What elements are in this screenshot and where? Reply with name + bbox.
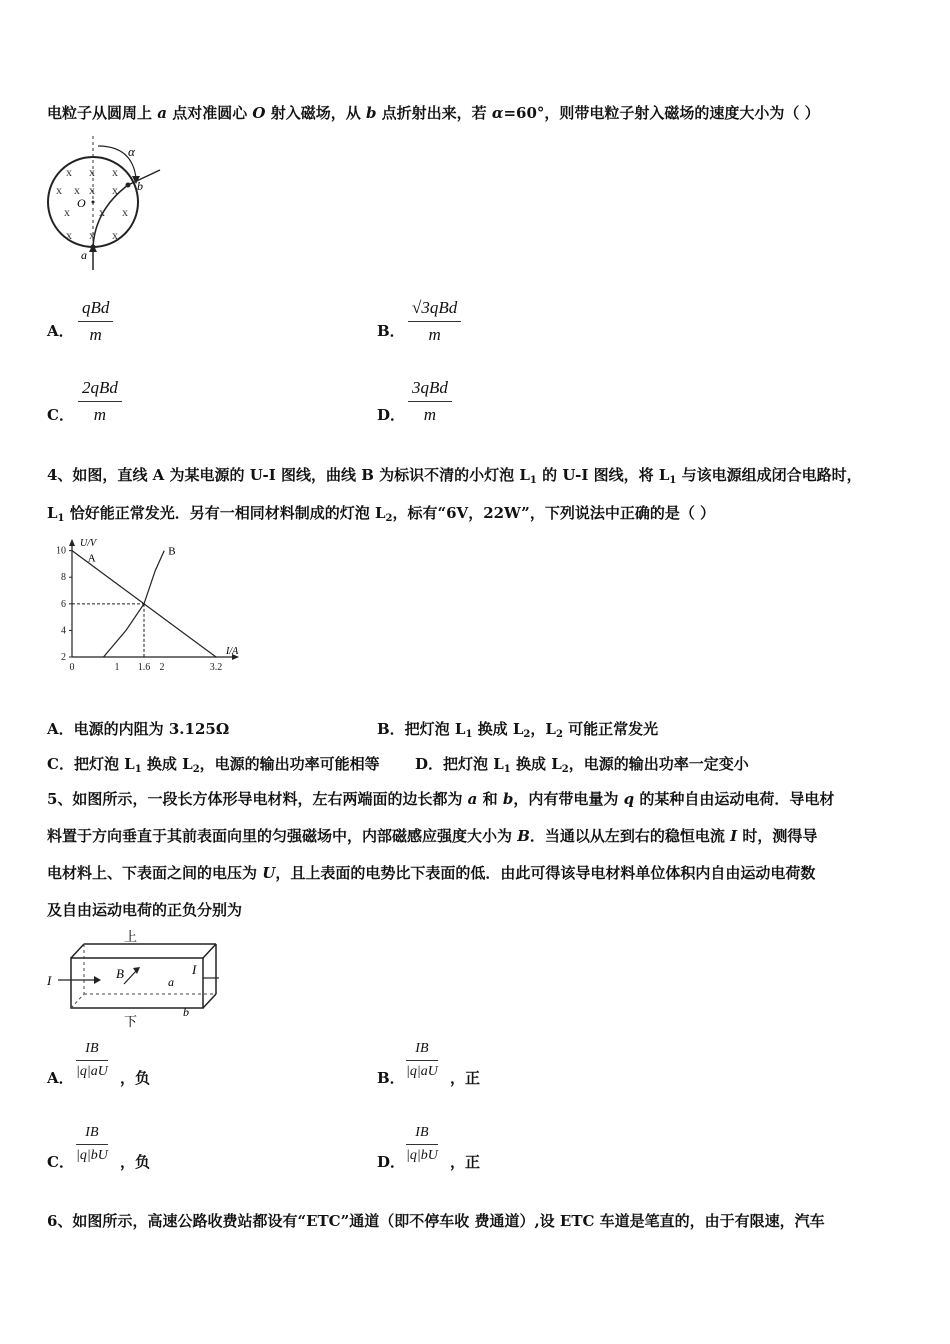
- q4-option-b[interactable]: B．把灯泡 $L_1$ 换成 $L_2$，$L_2$ 可能正常发光: [377, 720, 659, 740]
- fig-label-o: O: [77, 196, 86, 210]
- q3-option-d-fraction: 3qBd m: [408, 378, 452, 425]
- chart-x-tick-label: 0: [69, 662, 75, 673]
- q3-option-a-fraction: qBd m: [78, 298, 113, 345]
- field-x-mark: x: [122, 205, 128, 219]
- q4-stem-line2: $L_1$ 恰好能正常发光．另有一相同材料制成的灯泡 $L_2$，标有“6V，22W”，下列说法中正确的是（ ）: [47, 504, 716, 524]
- fig-label-i-right: I: [192, 962, 197, 977]
- q5-stem-line2: 料置于方向垂直于其前表面向里的匀强磁场中，内部磁感应强度大小为 B．当通以从左到右的稳恒电流 I 时，测得导: [47, 827, 818, 845]
- fig-label-b-field: B: [116, 966, 124, 981]
- q4-ui-chart: [44, 532, 249, 682]
- q5-option-c-label[interactable]: C．: [47, 1153, 74, 1171]
- field-x-mark: x: [99, 205, 105, 219]
- q3-option-a-label[interactable]: A．: [47, 322, 74, 340]
- fig-label-b: b: [183, 1005, 189, 1019]
- field-x-mark: x: [89, 165, 95, 179]
- fig-label-top: 上: [124, 929, 138, 944]
- chart-ylabel: U/V: [80, 538, 97, 549]
- chart-y-tick-label: 2: [61, 652, 66, 663]
- chart-x-tick-label: 1.6: [137, 662, 151, 673]
- q5-option-a-suffix: ，负: [120, 1069, 151, 1087]
- q4-option-d[interactable]: D．把灯泡 $L_1$ 换成 $L_2$，电源的输出功率一定变小: [415, 755, 749, 775]
- chart-y-tick-label: 8: [61, 572, 66, 584]
- fig-label-a: a: [168, 975, 174, 989]
- field-x-mark: x: [74, 183, 80, 197]
- q3-magnetic-field-figure: [40, 132, 170, 274]
- q4-option-c[interactable]: C．把灯泡 $L_1$ 换成 $L_2$，电源的输出功率可能相等: [47, 755, 380, 775]
- q3-option-c-label[interactable]: C．: [47, 406, 74, 424]
- chart-y-tick-label: 6: [61, 598, 66, 610]
- q3-option-c-fraction: 2qBd m: [78, 378, 122, 425]
- q5-option-a-fraction: $\frac{IB}{|q|aU}$: [76, 1041, 108, 1079]
- chart-y-axis-arrow: [69, 539, 75, 546]
- fig-label-b: b: [137, 179, 143, 193]
- q5-option-b-fraction: $\frac{IB}{|q|aU}$: [406, 1041, 438, 1079]
- q5-option-d-label[interactable]: D．: [377, 1153, 406, 1171]
- q5-stem-line4: 及自由运动电荷的正负分别为: [47, 901, 243, 919]
- q5-option-d-fraction: $\frac{IB}{|q|bU}$: [406, 1125, 438, 1163]
- chart-x-tick-label: 2: [159, 662, 165, 673]
- q5-option-b-label[interactable]: B．: [377, 1069, 405, 1087]
- field-x-mark: x: [112, 165, 118, 179]
- chart-xlabel: I/A: [226, 646, 239, 657]
- q3-option-b-label[interactable]: B．: [377, 322, 405, 340]
- field-x-mark: x: [112, 183, 118, 197]
- q5-option-b-suffix: ，正: [450, 1069, 481, 1087]
- chart-x-tick-label: 3.2: [209, 662, 223, 673]
- fig-label-bottom: 下: [124, 1014, 138, 1029]
- chart-series-label-A: A: [87, 552, 96, 565]
- q3-option-b-fraction: √3qBd m: [408, 298, 461, 345]
- q3-option-d-label[interactable]: D．: [377, 406, 406, 424]
- field-x-mark: x: [64, 205, 70, 219]
- field-x-mark: x: [112, 228, 118, 242]
- chart-series-label-B: B: [168, 545, 176, 558]
- field-x-mark: x: [89, 228, 95, 242]
- q3-stem: 电粒子从圆周上 a 点对准圆心 O 射入磁场，从 b 点折射出来，若 α=60°，则带电粒子射入磁场的速度大小为（ ）: [47, 104, 820, 122]
- fig-label-i-left: I: [47, 973, 52, 988]
- q5-stem-line3: 电材料上、下表面之间的电压为 U，且上表面的电势比下表面的低．由此可得该导电材料单位体积内自由运动电荷数: [47, 864, 816, 882]
- field-x-mark: x: [66, 165, 72, 179]
- q5-option-c-fraction: $\frac{IB}{|q|bU}$: [76, 1125, 108, 1163]
- q5-option-a-label[interactable]: A．: [47, 1069, 74, 1087]
- q5-option-c-suffix: ，负: [120, 1153, 151, 1171]
- q4-option-a[interactable]: A．电源的内阻为 3.125Ω: [47, 720, 230, 738]
- chart-x-tick-label: 1: [114, 662, 120, 673]
- q4-stem-line1: 4、如图，直线 A 为某电源的 U-I 图线，曲线 B 为标识不清的小灯泡 $L_1$ 的 U-I 图线，将 $L_1$ 与该电源组成闭合电路时，: [47, 466, 862, 486]
- field-x-mark: x: [56, 183, 62, 197]
- field-x-mark: x: [89, 183, 95, 197]
- fig-label-alpha: α: [128, 144, 135, 159]
- q5-option-d-suffix: ，正: [450, 1153, 481, 1171]
- chart-y-tick-label: 10: [56, 545, 66, 557]
- q5-stem-line1: 5、如图所示，一段长方体形导电材料，左右两端面的边长都为 a 和 b，内有带电量为 q 的某种自由运动电荷．导电材: [47, 790, 835, 808]
- field-x-mark: x: [66, 228, 72, 242]
- fig-label-a: a: [81, 248, 87, 262]
- chart-y-tick-label: 4: [61, 625, 66, 637]
- q6-stem-line1: 6、如图所示，高速公路收费站都设有“ETC”通道（即不停车收 费通道）,设 ETC 车道是笔直的，由于有限速，汽车: [47, 1212, 825, 1230]
- q5-conductor-figure: [44, 928, 219, 1033]
